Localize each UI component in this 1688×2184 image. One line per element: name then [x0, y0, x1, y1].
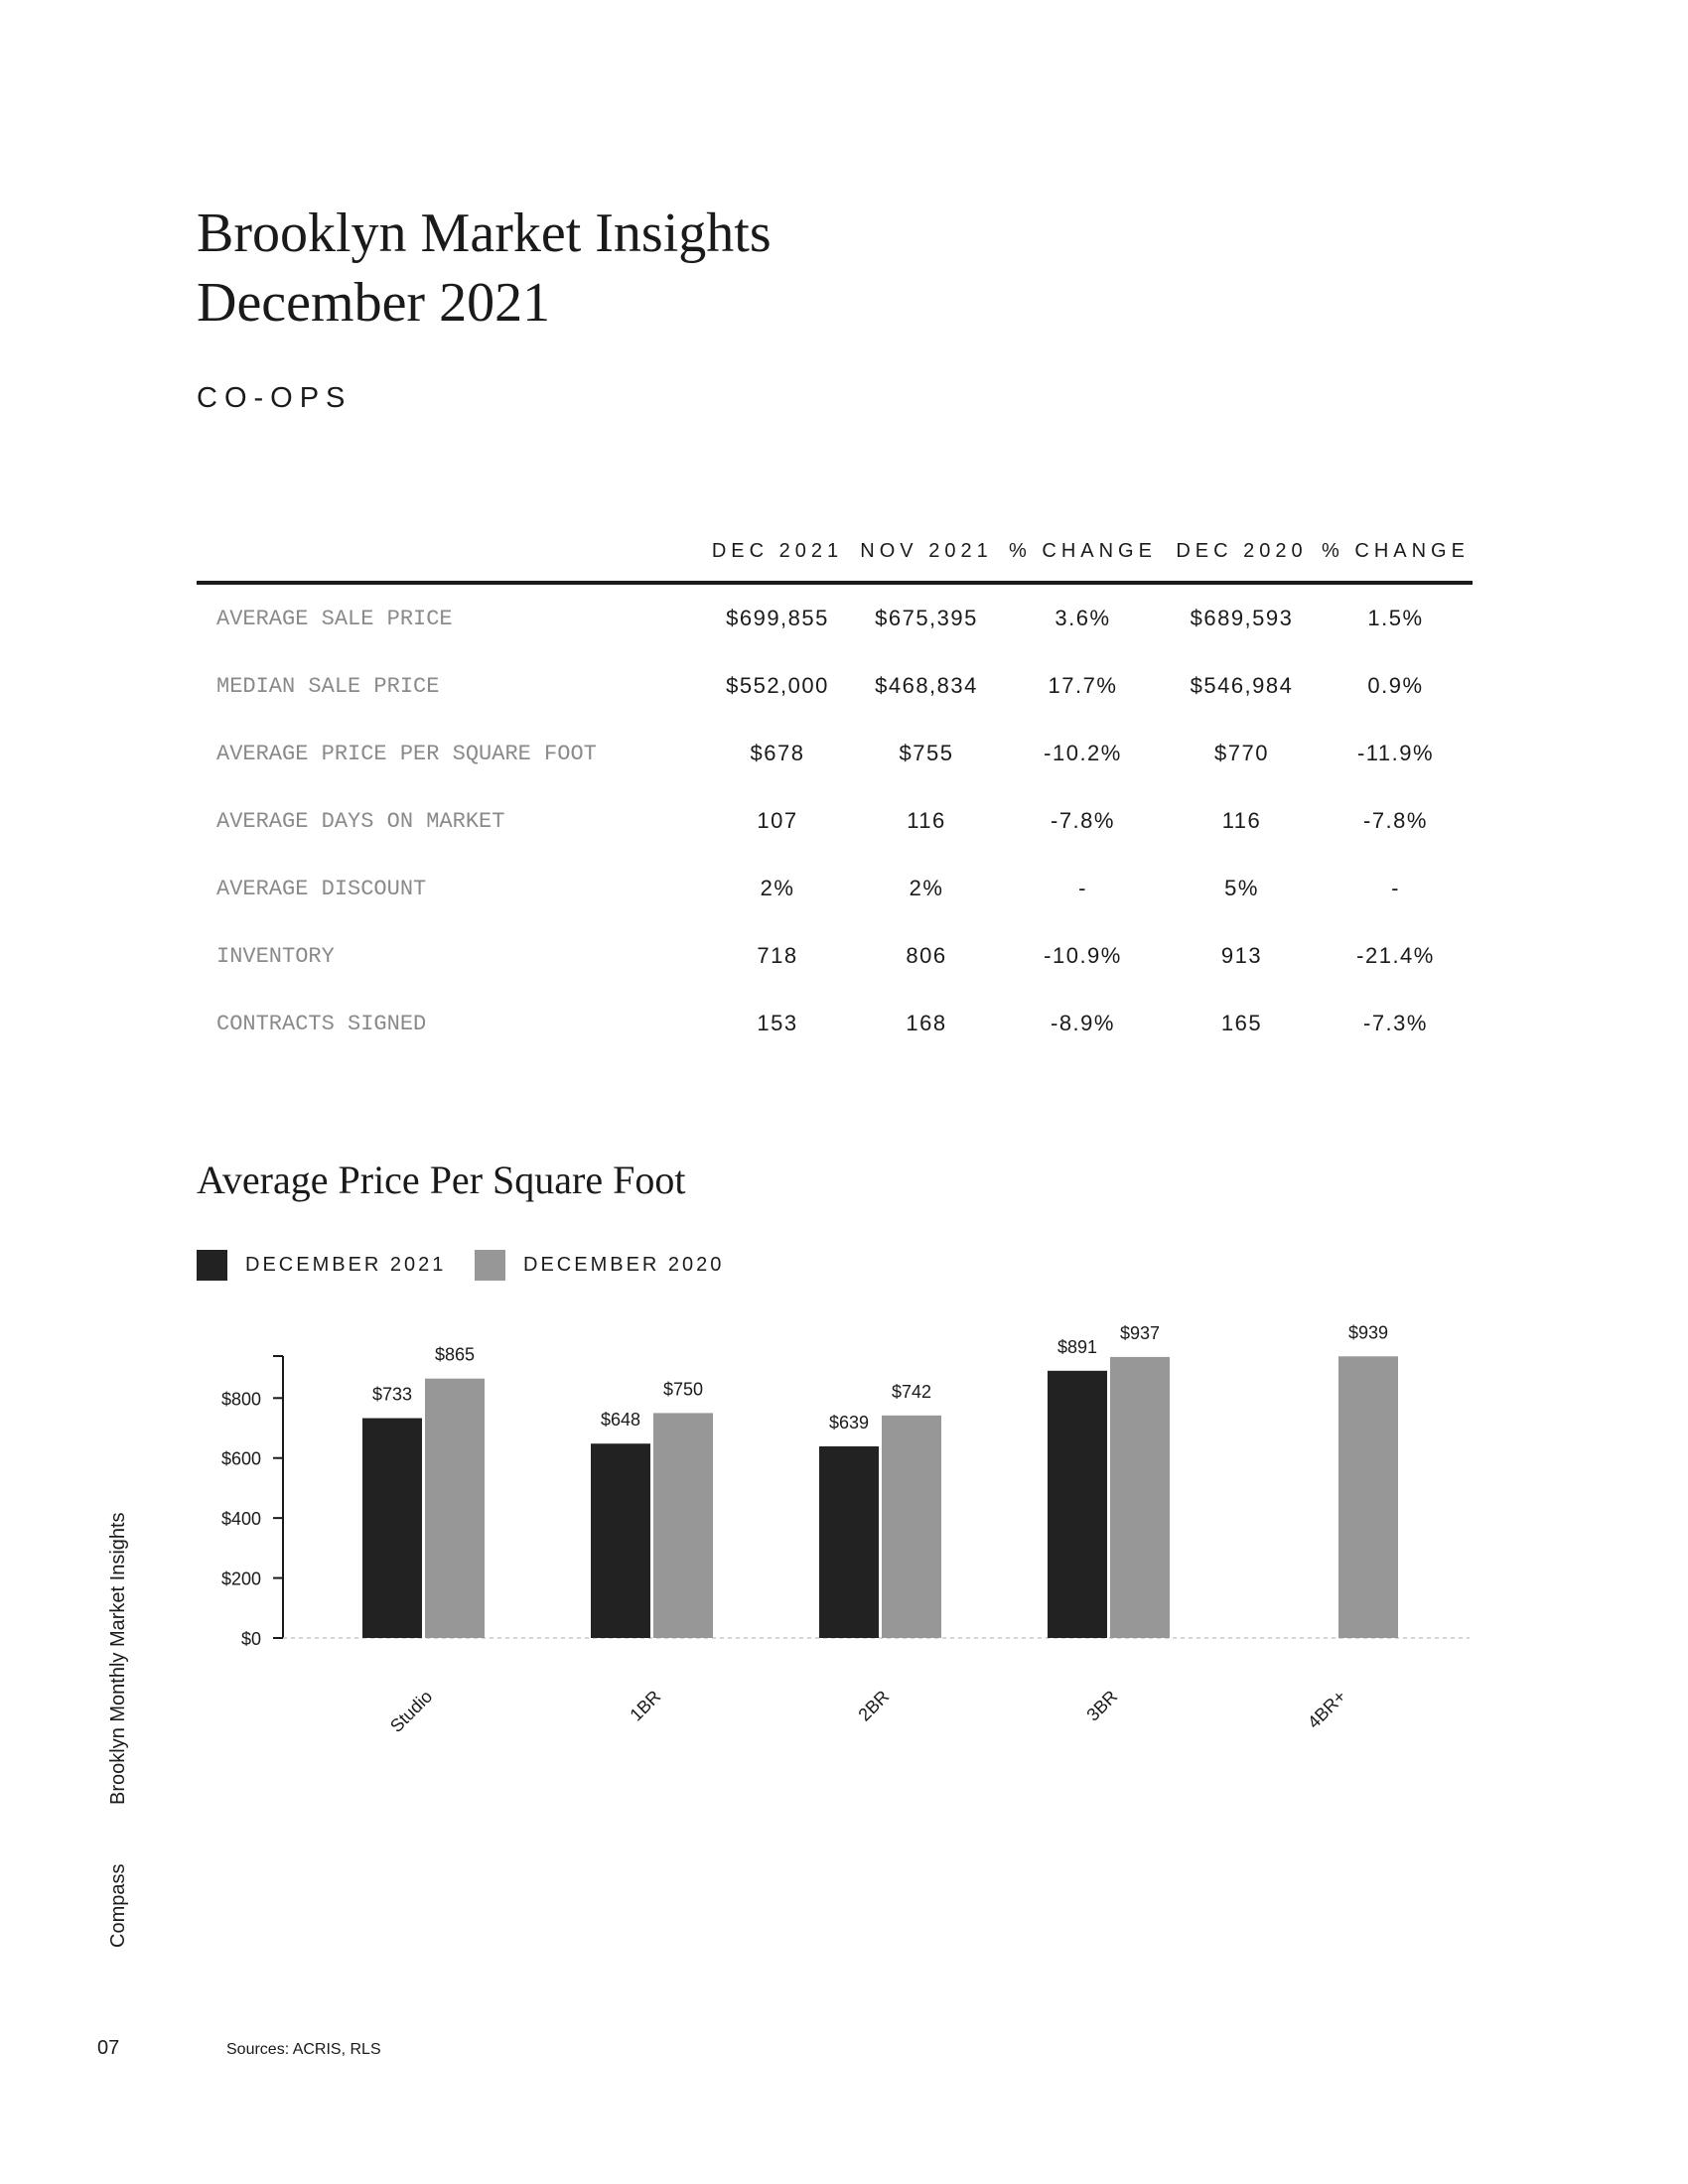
table-cell: 116	[1221, 808, 1262, 833]
side-publication: Brooklyn Monthly Market Insights	[107, 1512, 129, 1805]
table-cell: $552,000	[726, 673, 829, 698]
table-cell: 168	[906, 1011, 947, 1035]
table-cell: 0.9%	[1367, 673, 1424, 698]
row-label: AVERAGE SALE PRICE	[216, 606, 453, 631]
bar-value-label: $891	[1056, 1336, 1098, 1357]
table-cell: $468,834	[875, 673, 978, 698]
bar-december-2020	[1110, 1357, 1170, 1638]
chart-title: Average Price Per Square Foot	[197, 1158, 686, 1202]
column-header: % CHANGE	[1001, 521, 1165, 583]
table-cell: 806	[906, 943, 947, 968]
legend-label: DECEMBER 2020	[523, 1253, 725, 1276]
row-label: AVERAGE PRICE PER SQUARE FOOT	[216, 741, 597, 766]
side-brand: Compass	[107, 1863, 129, 1948]
x-category-label: 2BR	[854, 1686, 894, 1725]
table-cell: $546,984	[1190, 673, 1294, 698]
bar-december-2020	[425, 1379, 485, 1638]
x-category-label: 3BR	[1082, 1686, 1122, 1725]
bar-value-label: $865	[434, 1344, 476, 1365]
table-cell: 17.7%	[1048, 673, 1118, 698]
table-cell: -10.9%	[1044, 943, 1122, 968]
bar-december-2021	[819, 1446, 879, 1638]
y-tick-label: $800	[220, 1389, 261, 1410]
title-line-2: December 2021	[197, 272, 551, 334]
table-cell: -8.9%	[1051, 1011, 1115, 1035]
bar-december-2020	[882, 1416, 941, 1638]
table-cell: 5%	[1224, 876, 1259, 900]
column-header: % CHANGE	[1319, 521, 1473, 583]
table-cell: -11.9%	[1356, 741, 1435, 765]
table-cell: 2%	[760, 876, 795, 900]
column-header: NOV 2021	[852, 521, 1001, 583]
bar-value-label: $939	[1347, 1322, 1389, 1343]
bar-december-2021	[1048, 1371, 1107, 1638]
table-cell: 1.5%	[1367, 606, 1424, 630]
y-tick-label: $400	[220, 1509, 261, 1530]
table-cell: -	[1391, 876, 1400, 900]
table-cell: 718	[757, 943, 798, 968]
table-cell: $678	[750, 741, 805, 765]
bar-value-label: $733	[371, 1384, 413, 1405]
table-cell: 153	[757, 1011, 798, 1035]
row-label: AVERAGE DISCOUNT	[216, 876, 427, 901]
legend-label: DECEMBER 2021	[245, 1253, 447, 1276]
bar-value-label: $937	[1119, 1322, 1161, 1343]
table-cell: 165	[1220, 1011, 1263, 1035]
bar-value-label: $648	[600, 1410, 641, 1431]
column-header: DEC 2020	[1165, 521, 1319, 583]
table-cell: -21.4%	[1356, 943, 1435, 968]
bar-december-2020	[653, 1413, 713, 1638]
x-category-label: Studio	[386, 1686, 437, 1736]
table-cell: 116	[907, 808, 946, 833]
row-label: AVERAGE DAYS ON MARKET	[216, 808, 505, 834]
table-cell: -7.8%	[1363, 808, 1428, 833]
table-cell: 2%	[909, 876, 944, 900]
table-cell: $675,395	[875, 606, 978, 630]
bar-december-2021	[591, 1443, 650, 1638]
y-tick-label: $0	[240, 1629, 261, 1649]
title-line-1: Brooklyn Market Insights	[197, 203, 772, 264]
bar-value-label: $750	[662, 1379, 704, 1400]
bar-value-label: $639	[828, 1412, 870, 1433]
table-cell: -7.8%	[1051, 808, 1115, 833]
table-cell: $689,593	[1190, 606, 1294, 630]
table-cell: $755	[899, 741, 954, 765]
x-category-label: 4BR+	[1303, 1686, 1350, 1733]
table-cell: 913	[1220, 943, 1263, 968]
row-label: CONTRACTS SIGNED	[216, 1011, 427, 1036]
table-cell: -	[1078, 876, 1087, 900]
y-tick-label: $200	[220, 1569, 261, 1589]
bar-value-label: $742	[891, 1381, 932, 1402]
sources-note: Sources: ACRIS, RLS	[226, 2041, 381, 2058]
column-header: DEC 2021	[703, 521, 852, 583]
bar-december-2020	[1338, 1356, 1398, 1638]
y-tick-label: $600	[220, 1448, 261, 1469]
row-label: MEDIAN SALE PRICE	[216, 673, 440, 699]
table-cell: -10.2%	[1044, 741, 1122, 765]
row-label: INVENTORY	[216, 943, 335, 969]
table-cell: 3.6%	[1055, 606, 1111, 630]
bar-december-2021	[362, 1419, 422, 1638]
page-number: 07	[97, 2037, 120, 2059]
table-cell: $770	[1214, 741, 1269, 765]
table-cell: -7.3%	[1363, 1011, 1428, 1035]
section-label: CO-OPS	[197, 382, 352, 414]
table-cell: 107	[757, 808, 798, 833]
x-category-label: 1BR	[626, 1686, 665, 1725]
table-cell: $699,855	[726, 606, 829, 630]
